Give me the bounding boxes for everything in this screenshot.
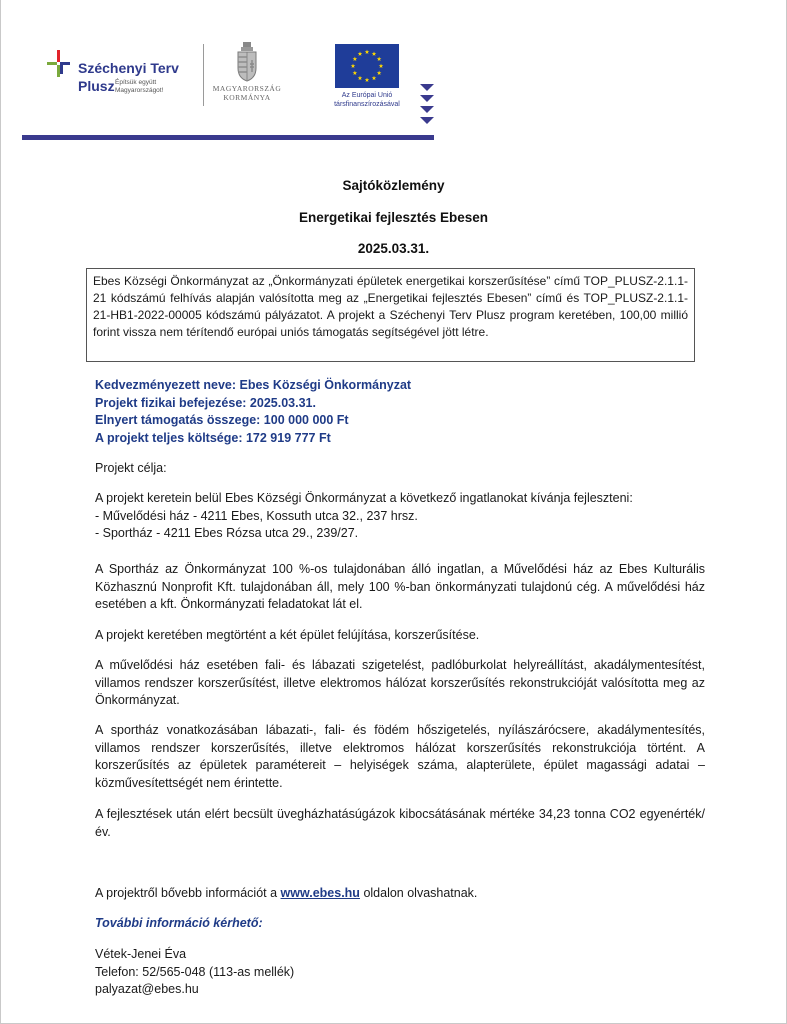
eu-line2: társfinanszírozásával — [334, 101, 400, 108]
hungarian-government-logo — [202, 42, 292, 112]
document-date: 2025.03.31. — [357, 241, 430, 256]
contact-name: Vétek-Jenei Éva — [95, 947, 187, 961]
emissions-paragraph: A fejlesztések után elért becsült üvegházhatásúgázok kibocsátásának mértéke 34,23 tonna CO2 egyenérték/év. — [95, 807, 705, 839]
header-logo-band — [22, 38, 434, 140]
szechenyi-name-line1: Széchenyi Terv — [78, 60, 179, 76]
szechenyi-terv-logo — [44, 50, 186, 110]
more-info-line — [95, 885, 705, 903]
government-caption — [202, 84, 292, 102]
eu-flag-icon — [335, 44, 399, 88]
contact-phone: Telefon: 52/565-048 (113-as mellék) — [95, 964, 295, 979]
total-cost-line: A projekt teljes költsége: 172 919 777 Ft — [95, 430, 331, 445]
properties-intro: A projekt keretein belül Ebes Községi Önkormányzat a következő ingatlanokat kívánja fejleszteni: — [95, 491, 633, 505]
eu-cofinancing-logo — [312, 44, 422, 114]
chevron-decoration-icon — [420, 84, 434, 128]
szechenyi-tagline-line1: Építsük együtt — [115, 79, 157, 86]
website-link[interactable]: www.ebes.hu — [280, 886, 360, 900]
sports-house-paragraph: A sportház vonatkozásában lábazati-, fali- és födém hőszigetelés, nyílászárócsere, akadálymentesítés, villamos rendszer korszerűsítés, illetve elektromos hálózat korszerűsítés rekonstrukciója történt. A korszerűsítés az épületek paramétereit – helyiségek száma, alapterülete, épület magassági adatai – közművesítettségét nem érintette. — [95, 723, 705, 790]
hungarian-coat-of-arms-icon — [235, 42, 259, 82]
contact-block — [95, 946, 705, 999]
more-info-text-before: A projektről bővebb információt a — [95, 886, 278, 900]
document-type-label: Sajtóközlemény — [342, 178, 445, 193]
beneficiary-line: Kedvezményezett neve: Ebes Községi Önkormányzat — [95, 378, 412, 392]
government-line2: KORMÁNYA — [223, 93, 271, 102]
header-bottom-bar — [22, 135, 434, 140]
szechenyi-tagline-line2: Magyarországot! — [115, 87, 164, 94]
contact-email[interactable]: palyazat@ebes.hu — [95, 982, 199, 996]
government-line1: MAGYARORSZÁG — [212, 84, 282, 93]
intro-box — [86, 268, 695, 362]
page-border-left — [0, 0, 1, 1024]
grant-line: Elnyert támogatás összege: 100 000 000 Ft — [95, 413, 349, 427]
more-info-text-after: oldalon olvashatnak. — [363, 886, 478, 900]
szechenyi-tagline — [115, 79, 163, 95]
szechenyi-cross-icon — [44, 50, 74, 82]
szechenyi-name-line2: Plusz — [78, 78, 115, 94]
ownership-paragraph: A Sportház az Önkormányzat 100 %-os tulajdonában álló ingatlan, a Művelődési ház az Ebes Kulturális Közhasznú Nonprofit Kft. tulajdonában áll, mely 100 %-ban önkormányzati tulajdonú cég. A művelődési ház esetében a kft. Önkormányzati feladatokat lát el. — [95, 562, 705, 611]
property-item: - Művelődési ház - 4211 Ebes, Kossuth utca 32., 237 hrsz. — [95, 508, 418, 523]
document-title: Energetikai fejlesztés Ebesen — [298, 210, 489, 225]
contact-heading: További információ kérhető: — [95, 916, 263, 930]
intro-text: Ebes Községi Önkormányzat az „Önkormányzati épületek energetikai korszerűsítése” című TOP_PLUSZ-2.1.1-21 kódszámú felhívás alapján valósította meg az „Energetikai fejlesztés Ebesen” című és TOP_PLUSZ-2.1.1-21-HB1-2022-00005 kódszámú pályázatot. A projekt a Széchenyi Terv Plusz program keretében, 100,00 millió forint vissza nem térítendő európai uniós támogatás segítségével jött létre. — [93, 274, 688, 339]
property-item: - Sportház - 4211 Ebes Rózsa utca 29., 239/27. — [95, 526, 359, 540]
renovation-paragraph: A projekt keretében megtörtént a két épület felújítása, korszerűsítése. — [95, 628, 480, 642]
eu-caption — [312, 91, 422, 109]
cultural-house-paragraph: A művelődési ház esetében fali- és lábazati szigetelést, padlóburkolat helyreállítást, akadálymentesítést, villamos rendszer korszerűsítést, illetve elektromos hálózat korszerűsítés rekonstrukcióját valósította meg az Önkormányzat. — [95, 658, 705, 707]
eu-line1: Az Európai Unió — [341, 92, 393, 99]
goal-label: Projekt célja: — [95, 461, 167, 475]
project-summary — [95, 377, 715, 447]
properties-block — [95, 490, 705, 543]
completion-line: Projekt fizikai befejezése: 2025.03.31. — [95, 395, 316, 410]
